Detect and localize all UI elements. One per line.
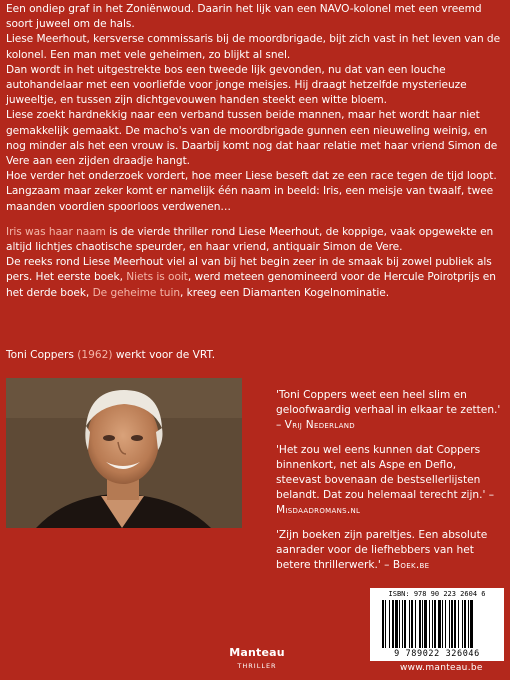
- blurb-paragraph: Liese zoekt hardnekkig naar een verband tussen beide mannen, maar het wordt haar niet gemakkelijk gemaakt. De macho's van de moordbrigade gunnen een nieuweling weinig, en nog minder als het een vrouw is. Daarbij komt nog dat haar relatie met haar vriend Simon de Vere aan een zijden draadje hangt.: [6, 109, 498, 168]
- series-text: De reeks rond Liese Meerhout viel al van bij het begin zeer in de smaak bij zowel publiek als pers. Het eerste boek,: [6, 256, 492, 284]
- back-cover-blurb: [6, 2, 504, 301]
- barcode-bar: [462, 600, 463, 648]
- barcode-bar: [404, 600, 406, 648]
- barcode-digits: 9 789022 326046: [394, 649, 480, 659]
- author-portrait-icon: [6, 378, 242, 528]
- author-bio: [6, 348, 215, 363]
- author-photo: [6, 378, 242, 528]
- barcode-bar: [464, 600, 466, 648]
- review-quote: [276, 388, 504, 433]
- blurb-paragraph: Dan wordt in het uitgestrekte bos een tweede lijk gevonden, nu dat van een louche autohandelaar met een voorliefde voor jonge meisjes. Hij draagt hetzelfde mysterieuze juweeltje, en tussen zijn dichtgevouwen handen steekt een witte bloem.: [6, 63, 467, 107]
- barcode-bar: [411, 600, 413, 648]
- barcode-bar: [458, 600, 459, 648]
- publisher-logo: [212, 646, 302, 670]
- publisher-name: Manteau: [229, 646, 285, 659]
- book-title: Iris was haar naam: [6, 225, 106, 238]
- barcode-bar: [454, 600, 456, 648]
- barcode-bar: [451, 600, 453, 648]
- barcode-bar: [468, 600, 469, 648]
- quote-source: Misdaadromans.nl: [276, 504, 361, 516]
- barcode-bar: [409, 600, 410, 648]
- barcode-bar: [424, 600, 427, 648]
- barcode-bar: [389, 600, 390, 648]
- barcode-bar: [434, 600, 436, 648]
- review-quotes: [276, 388, 504, 583]
- barcode-bar: [422, 600, 423, 648]
- review-quote: [276, 443, 504, 518]
- quote-source: Boek.be: [392, 559, 430, 571]
- barcode-bar: [415, 600, 416, 648]
- quote-text: 'Zijn boeken zijn pareltjes. Een absolute aanrader voor de liefhebbers van het betere thrillerwerk.' –: [276, 529, 488, 571]
- author-year: (1962): [77, 349, 113, 361]
- barcode-bar: [392, 600, 394, 648]
- series-paragraph: [6, 225, 504, 255]
- quote-source: Vrij Nederland: [284, 419, 355, 431]
- barcode-bar: [442, 600, 443, 648]
- barcode-bar: [402, 600, 403, 648]
- isbn-label: ISBN: 978 90 223 2604 6: [388, 590, 486, 598]
- blurb-paragraph: Hoe verder het onderzoek vordert, hoe meer Liese beseft dat ze een race tegen de tijd loopt. Langzaam maar zeker komt er namelijk één naam in beeld: Iris, een meisje van twaalf, twee maanden voordien spoorloos verdwenen…: [6, 170, 497, 213]
- barcode-bar: [395, 600, 398, 648]
- quote-text: 'Het zou wel eens kunnen dat Coppers binnenkort, net als Aspe en Deflo, steevast bovenaan de bestsellerlijsten belandt. Dat zou helemaal terecht zijn.' –: [276, 444, 495, 501]
- barcode-bar: [399, 600, 400, 648]
- publisher-url: www.manteau.be: [400, 663, 483, 673]
- barcode-bar: [429, 600, 430, 648]
- blurb-paragraph: Een ondiep graf in het Zoniënwoud. Daarin het lijk van een NAVO-kolonel met een vreemd soort juweel om de hals.: [6, 3, 482, 31]
- barcode-bar: [449, 600, 450, 648]
- author-name: Toni Coppers: [6, 349, 74, 361]
- series-text: , kreeg een Diamanten Kogelnominatie.: [180, 286, 390, 299]
- barcode-bar: [438, 600, 441, 648]
- barcode-bar: [470, 600, 473, 648]
- book-title: Niets is ooit: [126, 271, 188, 284]
- author-text: werkt voor de VRT.: [112, 349, 216, 361]
- barcode-bar: [382, 600, 384, 648]
- barcode-bar: [419, 600, 421, 648]
- series-paragraph: [6, 255, 504, 301]
- barcode-bar: [385, 600, 386, 648]
- series-text: is de vierde thriller rond Liese Meerhout, de koppige, vaak opgewekte en altijd lichtjes chaotische speurder, en haar vriend, antiquair Simon de Vere.: [6, 225, 494, 254]
- quote-text: 'Toni Coppers weet een heel slim en geloofwaardig verhaal in elkaar te zetten.' –: [276, 389, 501, 431]
- publisher-imprint: THRILLER: [237, 662, 277, 670]
- review-quote: [276, 528, 504, 573]
- isbn-barcode: [370, 588, 504, 661]
- blurb-paragraph: Liese Meerhout, kersverse commissaris bij de moordbrigade, bijt zich vast in het leven van de kolonel. Een man met vele geheimen, zo blijkt al snel.: [6, 33, 501, 61]
- spacer: [6, 215, 504, 225]
- barcode-bar: [432, 600, 433, 648]
- series-text: , werd meteen genomineerd voor de Hercule Poirotprijs en het derde boek,: [6, 271, 496, 299]
- barcode-bar: [445, 600, 446, 648]
- book-title: De geheime tuin: [92, 286, 181, 299]
